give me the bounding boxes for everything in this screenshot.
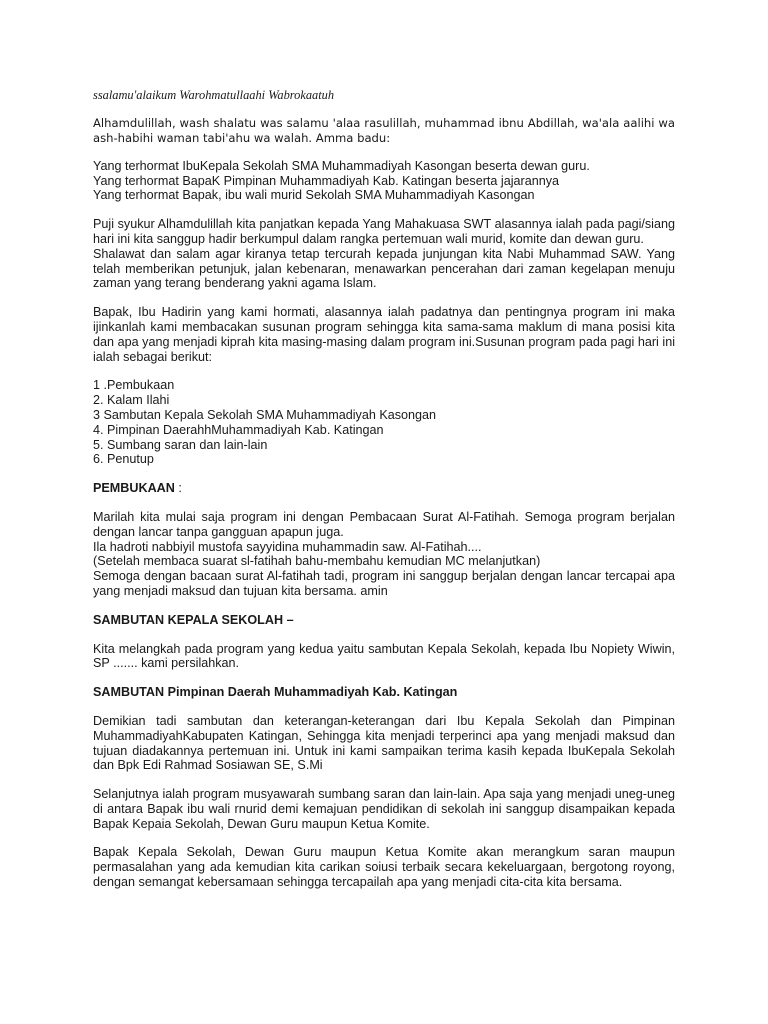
- pembukaan-line: Marilah kita mulai saja program ini dengan Pembacaan Surat Al-Fatihah. Semoga program berjalan dengan lancar tanpa gangguan apapun juga.: [93, 509, 675, 539]
- sambutan-pimpinan-heading: SAMBUTAN Pimpinan Daerah Muhammadiyah Kab. Katingan: [93, 685, 458, 700]
- pembukaan-heading: [93, 481, 675, 496]
- greeting-line: Yang terhormat IbuKepala Sekolah SMA Muhammadiyah Kasongan beserta dewan guru.: [93, 158, 590, 173]
- agenda-item: 5. Sumbang saran dan lain-lain: [93, 437, 268, 452]
- sambutan-kepsek-heading: SAMBUTAN KEPALA SEKOLAH –: [93, 612, 294, 627]
- pembukaan-line: Ila hadroti nabbiyil mustofa sayyidina muhammadin saw. Al-Fatihah....: [93, 539, 482, 554]
- greeting-line: Yang terhormat BapaK Pimpinan Muhammadiyah Kab. Katingan beserta jajarannya: [93, 173, 560, 188]
- opening-paragraph: Alhamdulillah, wash shalatu was salamu 'alaa rasulillah, muhammad ibnu Abdillah, wa'ala aalihi wa ash-habihi waman tabi'ahu wa walah. Amma badu:: [93, 115, 675, 145]
- agenda-list: [93, 378, 675, 467]
- pembukaan-heading-text: PEMBUKAAN: [93, 481, 175, 496]
- document-page: [93, 88, 675, 904]
- intro-paragraph: Puji syukur Alhamdulillah kita panjatkan kepada Yang Mahakuasa SWT alasannya ialah pada pagi/siang hari ini kita sanggup hadir berkumpul dalam rangka pertemuan wali murid, komite dan dewan guru.: [93, 217, 675, 246]
- greeting-line: Yang terhormat Bapak, ibu wali murid Sekolah SMA Muhammadiyah Kasongan: [93, 188, 535, 203]
- program-intro-paragraph: Bapak, Ibu Hadirin yang kami hormati, alasannya ialah padatnya dan pentingnya program ini maka ijinkanlah kami membacakan susunan program sehingga kita sama-sama maklum di mana posisi kita dan apa yang menjadi kiprah kita masing-masing dalam program ini.Susunan program pada pagi hari ini ialah sebagai berikut:: [93, 305, 675, 364]
- pembukaan-heading-suffix: :: [174, 481, 182, 496]
- pembukaan-line: (Setelah membaca suarat sl-fatihah bahu-membahu kemudian MC melanjutkan): [93, 554, 541, 569]
- agenda-item: 2. Kalam Ilahi: [93, 393, 170, 408]
- agenda-item: 3 Sambutan Kepala Sekolah SMA Muhammadiyah Kasongan: [93, 407, 437, 422]
- intro-paragraph: Shalawat dan salam agar kiranya tetap tercurah kepada junjungan kita Nabi Muhammad SAW. Yang telah memberikan petunjuk, jalan kebenaran, menawarkan pencerahan dari zaman kegelapan menuju zaman yang terang benderang yakni agama Islam.: [93, 246, 675, 291]
- sambutan-pimpinan-paragraph: Demikian tadi sambutan dan keterangan-keterangan dari Ibu Kepala Sekolah dan Pimpinan MuhammadiyahKabupaten Katingan, Sehingga kita menjadi terperinci apa yang menjadi maksud dan tujuan diadakannya pertemuan ini. Untuk ini kami sampaikan terima kasih kepada IbuKepala Sekolah dan Bpk Edi Rahmad Sosiawan SE, S.Mi: [93, 713, 675, 773]
- sambutan-kepsek-paragraph: Kita melangkah pada program yang kedua yaitu sambutan Kepala Sekolah, kepada Ibu Nopiety Wiwin, SP ....... kami persilahkan.: [93, 641, 675, 671]
- intro-block: [93, 217, 675, 291]
- agenda-item: 1 .Pembukaan: [93, 378, 175, 393]
- pembukaan-line: Semoga dengan bacaan surat Al-fatihah tadi, program ini sanggup berjalan dengan lancar tercapai apa yang menjadi maksud dan tujuan kita bersama. amin: [93, 569, 675, 598]
- salam-greeting: ssalamu'alaikum Warohmatullaahi Wabrokaatuh: [93, 88, 335, 102]
- agenda-item: 6. Penutup: [93, 452, 154, 467]
- greetings-block: [93, 159, 675, 203]
- musyawarah-paragraph: Selanjutnya ialah program musyawarah sumbang saran dan lain-lain. Apa saja yang menjadi uneg-uneg di antara Bapak ibu wali rnurid demi kemajuan pendidikan di sekolah ini sanggup disampaikan kepada Bapak Kepaia Sekolah, Dewan Guru maupun Ketua Komite.: [93, 787, 675, 831]
- pembukaan-block: [93, 510, 675, 599]
- rangkuman-paragraph: Bapak Kepala Sekolah, Dewan Guru maupun Ketua Komite akan merangkum saran maupun permasalahan yang ada kemudian kita carikan soiusi terbaik secara kekeluargaan, bergotong royong, dengan semangat kebersamaan sehingga tercapailah apa yang menjadi cita-cita kita bersama.: [93, 845, 675, 890]
- agenda-item: 4. Pimpinan DaerahhMuhammadiyah Kab. Katingan: [93, 422, 384, 437]
